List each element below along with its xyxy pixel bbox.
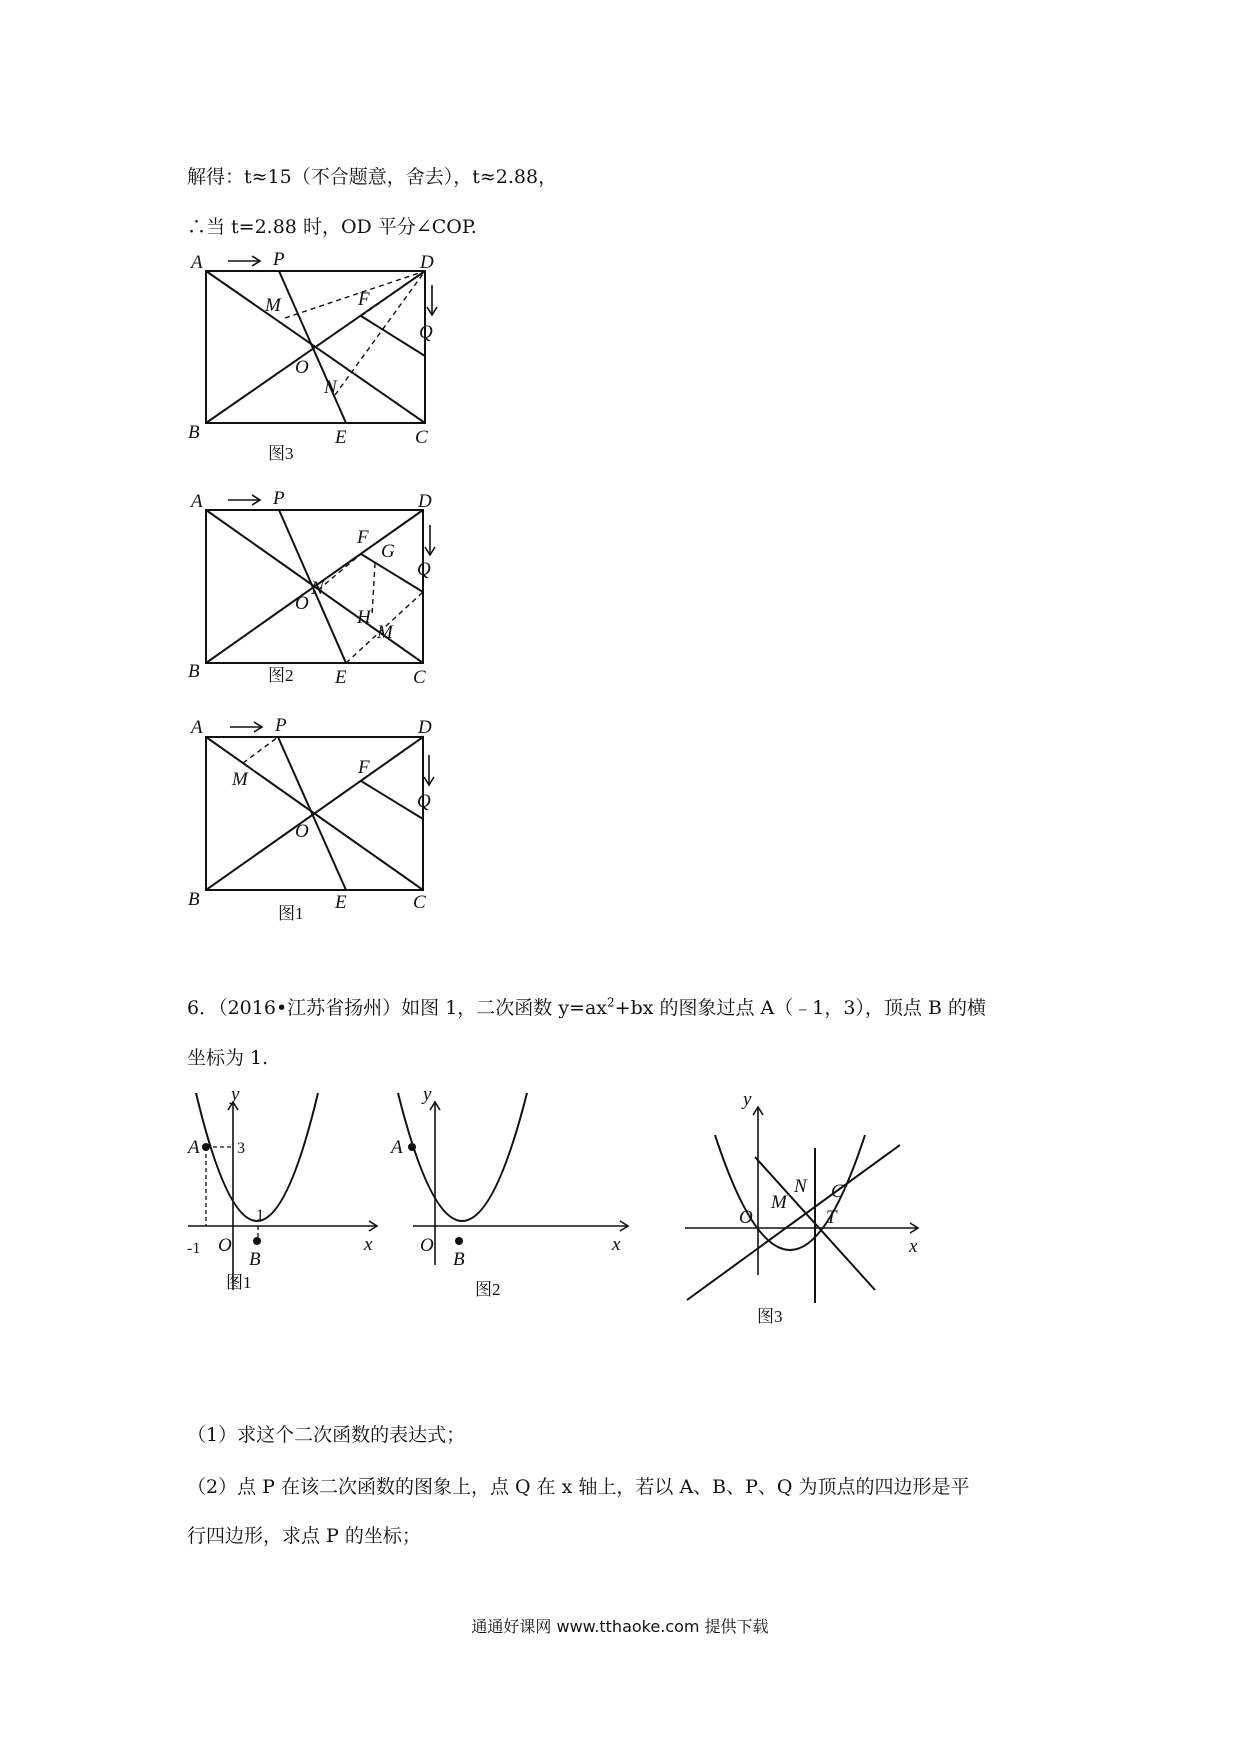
point-p-label: P: [273, 488, 285, 509]
question-6-text-b: +bx 的图象过点 A（﹣1，3），顶点 B 的横: [614, 997, 986, 1019]
figure-caption: 图2: [475, 1280, 501, 1299]
point-d-label: D: [418, 717, 432, 738]
y-axis-label: y: [231, 1084, 240, 1105]
rectangle-figure-3: [185, 245, 445, 463]
page-footer: 通通好课网 www.tthaoke.com 提供下载: [471, 1617, 769, 1636]
point-n-label: N: [324, 377, 337, 398]
question-6-line-2: 坐标为 1.: [187, 1047, 269, 1069]
point-f-label: F: [357, 527, 369, 548]
point-d-label: D: [418, 491, 432, 512]
point-o-label: O: [295, 357, 309, 378]
question-6-text-a: 6．（2016•江苏省扬州）如图 1，二次函数 y=ax: [187, 997, 608, 1019]
sub-question-2-line-1: （2）点 P 在该二次函数的图象上，点 Q 在 x 轴上，若以 A、B、P、Q 为顶点的四边形是平: [187, 1476, 970, 1498]
point-m-label: M: [377, 622, 393, 643]
figure-caption: 图3: [268, 444, 294, 463]
tick-label-3: 3: [237, 1140, 245, 1157]
x-axis-label: x: [909, 1236, 918, 1257]
point-p-label: P: [275, 715, 287, 736]
figure-caption: 图1: [226, 1273, 252, 1292]
sub-question-1: （1）求这个二次函数的表达式；: [187, 1424, 466, 1446]
tick-label-1: 1: [256, 1207, 264, 1224]
point-p-label: P: [273, 249, 285, 270]
point-c-label: C: [413, 667, 426, 688]
tick-label-neg1: -1: [187, 1240, 201, 1257]
point-q-label: Q: [419, 322, 433, 343]
origin-label: O: [420, 1235, 434, 1256]
point-f-label: F: [358, 757, 370, 778]
parabola-figure-3: [680, 1089, 930, 1326]
origin-label: O: [218, 1235, 232, 1256]
point-a-label: A: [191, 717, 203, 738]
point-g-label: G: [381, 541, 395, 562]
point-b-label: B: [249, 1249, 261, 1270]
point-n-label: N: [311, 578, 324, 599]
point-n-label: N: [794, 1176, 807, 1197]
conclusion-line: ∴当 t=2.88 时，OD 平分∠COP.: [187, 216, 477, 238]
figure-caption: 图2: [268, 666, 294, 685]
point-c-label: C: [413, 892, 426, 913]
point-b-label: B: [188, 661, 200, 682]
solution-line: 解得：t≈15（不合题意，舍去），t≈2.88，: [187, 166, 558, 188]
point-t-label: T: [826, 1207, 837, 1228]
point-b-label: B: [453, 1249, 465, 1270]
point-m-label: M: [771, 1192, 787, 1213]
rectangle-figure-2: [185, 485, 445, 695]
point-q-label: Q: [417, 559, 431, 580]
rectangle-figure-1: [185, 715, 445, 925]
x-axis-label: x: [364, 1234, 373, 1255]
point-a-label: A: [391, 1137, 403, 1158]
x-axis-label: x: [612, 1234, 621, 1255]
parabola-figure-2: [391, 1084, 640, 1300]
point-b-label: B: [188, 889, 200, 910]
point-c-label: C: [415, 427, 428, 448]
point-e-label: E: [335, 892, 347, 913]
sub-question-2-line-2: 行四边形，求点 P 的坐标；: [187, 1525, 421, 1547]
point-c-label: C: [831, 1181, 844, 1202]
point-f-label: F: [358, 289, 370, 310]
parabola-figure-1: [185, 1084, 385, 1292]
point-a-label: A: [191, 491, 203, 512]
y-axis-label: y: [423, 1084, 432, 1105]
origin-label: O: [739, 1207, 753, 1228]
point-e-label: E: [335, 667, 347, 688]
point-e-label: E: [335, 427, 347, 448]
point-m-label: M: [265, 295, 281, 316]
point-o-label: O: [295, 821, 309, 842]
point-a-label: A: [191, 252, 203, 273]
question-6-line-1: [187, 993, 986, 1020]
point-m-label: M: [232, 769, 248, 790]
point-o-label: O: [295, 593, 309, 614]
figure-caption: 图1: [278, 904, 304, 923]
point-a-label: A: [188, 1137, 200, 1158]
point-h-label: H: [357, 607, 371, 628]
point-d-label: D: [420, 252, 434, 273]
y-axis-label: y: [743, 1089, 752, 1110]
point-b-label: B: [188, 422, 200, 443]
exponent: 2: [607, 995, 615, 1010]
figure-caption: 图3: [757, 1307, 783, 1326]
point-q-label: Q: [417, 791, 431, 812]
